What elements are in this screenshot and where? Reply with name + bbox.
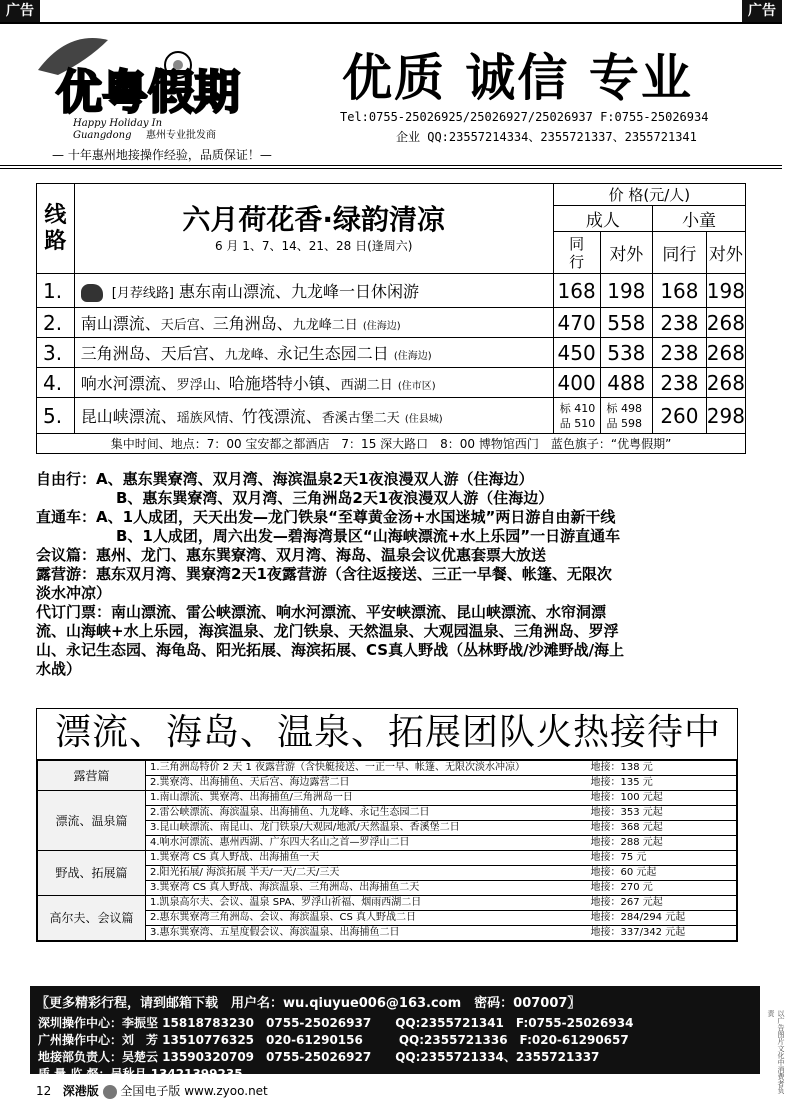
route-row: 1. [月荐线路] 惠东南山漂流、九龙峰一日休闲游 168 198 168 198 — [37, 274, 746, 308]
contact-line: 深圳操作中心：李振坚 15818783230 0755-25026937 QQ:2355721341 F:0755-25026934 — [38, 1016, 634, 1030]
child-header: 小童 — [653, 206, 746, 232]
header-divider-2 — [0, 168, 782, 169]
package-row: 漂流、温泉篇 1.南山漂流、巽寮湾、出海捕鱼/三角洲岛一日 地接：100 元起 — [38, 791, 737, 806]
package-row: 2.阳光拓展/ 海滨拓展 半天/一天/二天/三天 地接：60 元起 — [38, 866, 737, 881]
package-row: 4.响水河漂流、惠州西湖、广东四大名山之首—罗浮山二日 地接：288 元起 — [38, 836, 737, 851]
top-divider — [0, 22, 782, 24]
contact-line: 广州操作中心：刘 芳 13510776325 020-61290156 QQ:2355721336 F:020-61290657 — [38, 1033, 629, 1047]
package-row: 2.惠东巽寮湾三角洲岛、会议、海滨温泉、CS 真人野战二日 地接：284/294 元起 — [38, 911, 737, 926]
route-row: 2. 南山漂流、天后宫、三角洲岛、九龙峰二日 (住海边) 470 558 238 268 — [37, 308, 746, 338]
package-row: 露营篇 1.三角洲岛特价 2 天 1 夜露营游（含快艇接送、一正一早、帐篷、无限次淡水冲凉） 地接：138 元 — [38, 761, 737, 776]
download-notice: 〖更多精彩行程，请到邮箱下载 用户名：wu.qiuyue006@163.com 密码：007007〗 — [36, 996, 581, 1011]
side-disclaimer: 以广告图片文化中消费者负责 — [767, 1010, 785, 1094]
col-line-header: 线 路 — [37, 184, 75, 274]
child-peer-header: 同行 — [653, 232, 707, 274]
route-name: 惠东南山漂流、九龙峰一日休闲游 — [179, 282, 420, 301]
site-link[interactable]: 全国电子版 www.zyoo.net — [120, 1084, 268, 1098]
contact-line: 地接部负责人：吴楚云 13590320709 0755-25026927 QQ:2355721334、2355721337 — [38, 1050, 600, 1064]
route-row: 5. 昆山峡漂流、瑶族风情、竹筏漂流、香溪古堡二天 (住县城) 标 410 品 510 标 498 品 598 260 298 — [37, 398, 746, 434]
thumbs-up-icon — [81, 284, 103, 302]
logo-en-2: Guangdong — [73, 130, 132, 141]
ad-label-left: 广告 — [0, 0, 40, 22]
page-number: 12 — [36, 1084, 52, 1098]
packages-table — [37, 760, 737, 941]
package-row: 高尔夫、会议篇 1.凯泉高尔夫、会议、温泉 SPA、罗浮山祈福、烟雨西湖二日 地接：267 元起 — [38, 896, 737, 911]
ad-label-right: 广告 — [742, 0, 782, 22]
contact-line: 质 量 监 督：吴秋月 13421399235 — [38, 1067, 243, 1081]
logo-text: 优粤假期 — [56, 65, 240, 119]
route-row: 4. 响水河漂流、罗浮山、哈施塔特小镇、西湖二日 (住市区) 400 488 238 268 — [37, 368, 746, 398]
contact-tel: Tel:0755-25026925/25026927/25026937 F:0755-25026934 — [340, 110, 709, 124]
package-row: 3.惠东巽寮湾、五星度假会议、海滨温泉、出海捕鱼二日 地接：337/342 元起 — [38, 926, 737, 941]
logo-graphic — [28, 30, 328, 150]
packages-box — [36, 708, 738, 942]
slogan: 优质 诚信 专业 — [342, 48, 693, 107]
recommend-badge: [月荐线路] — [111, 286, 174, 301]
logo-cn-sub: 惠州专业批发商 — [146, 130, 216, 141]
adult-retail-header: 对外 — [600, 232, 653, 274]
price-header: 价 格(元/人) — [553, 184, 745, 206]
header-divider — [0, 165, 782, 166]
page-footer — [36, 1082, 268, 1099]
routes-dates: 6 月 1、7、14、21、28 日(逢周六) — [214, 239, 413, 253]
contact-qq: 企业 QQ:23557214334、2355721337、2355721341 — [396, 130, 697, 144]
meeting-point-info: 集中时间、地点：7：00 宝安都之都酒店 7：15 深大路口 8：00 博物馆西门 蓝色旗子：“优粤假期” — [37, 434, 746, 454]
routes-title-cell — [74, 184, 553, 274]
contact-footer — [30, 986, 760, 1081]
package-row: 2.雷公峡漂流、海滨温泉、出海捕鱼、九龙峰、永记生态园二日 地接：353 元起 — [38, 806, 737, 821]
brand-logo — [28, 30, 328, 150]
child-retail-header: 对外 — [706, 232, 745, 274]
adult-header: 成人 — [553, 206, 652, 232]
edition-label: 深港版 — [62, 1084, 99, 1098]
edition-logo-icon — [103, 1085, 117, 1099]
routes-title: 六月荷花香·绿韵清凉 — [182, 203, 446, 236]
route-row: 3. 三角洲岛、天后宫、九龙峰、永记生态园二日 (住海边) 450 538 238 268 — [37, 338, 746, 368]
products-info: 自由行：A、惠东巽寮湾、双月湾、海滨温泉2天1夜浪漫双人游（住海边） B、惠东巽寮湾、双月湾、三角洲岛2天1夜浪漫双人游（住海边） 直通车：A、1人成团，天天出发—龙门铁泉“至尊黄金汤+水国迷城”两日游自由新干线 B、1人成团，周六出发—碧海湾景区“山海峡漂流+水上乐园”一日游直通车 会议篇：惠州、龙门、惠东巽寮湾、双月湾、海岛、温泉会议优惠套票大放送 露营游：惠东双月湾、巽寮湾2天1夜露营游（含往返接送、三正一早餐、帐篷、无限次 淡水冲凉） 代订门票：南山漂流、雷公峡漂流、响水河漂流、平安峡漂流、昆山峡漂流、水帘洞漂 流、山海峡+水上乐园，海滨温泉、龙门铁泉、天然温泉、大观园温泉、三角洲岛、罗浮 山、永记生态园、海龟岛、阳光拓展、海滨拓展、CS真人野战（丛林野战/沙滩野战/海上 水战） — [36, 470, 625, 678]
package-row: 2.巽寮湾、出海捕鱼、天后宫、海边露营二日 地接：135 元 — [38, 776, 737, 791]
logo-en-1: Happy Holiday In — [73, 118, 163, 129]
adult-peer-header: 同 行 — [553, 232, 600, 274]
package-row: 3.昆山峡漂流、南昆山、龙门铁泉/大观园/地派/天然温泉、香溪堡二日 地接：368 元起 — [38, 821, 737, 836]
package-row: 野战、拓展篇 1.巽寮湾 CS 真人野战、出海捕鱼一天 地接：75 元 — [38, 851, 737, 866]
package-row: 3.巽寮湾 CS 真人野战、海滨温泉、三角洲岛、出海捕鱼二天 地接：270 元 — [38, 881, 737, 896]
banner-headline: 漂流、海岛、温泉、拓展团队火热接待中 — [37, 709, 737, 760]
experience-tagline: — 十年惠州地接操作经验，品质保证！— — [52, 148, 272, 162]
routes-table — [36, 183, 746, 454]
